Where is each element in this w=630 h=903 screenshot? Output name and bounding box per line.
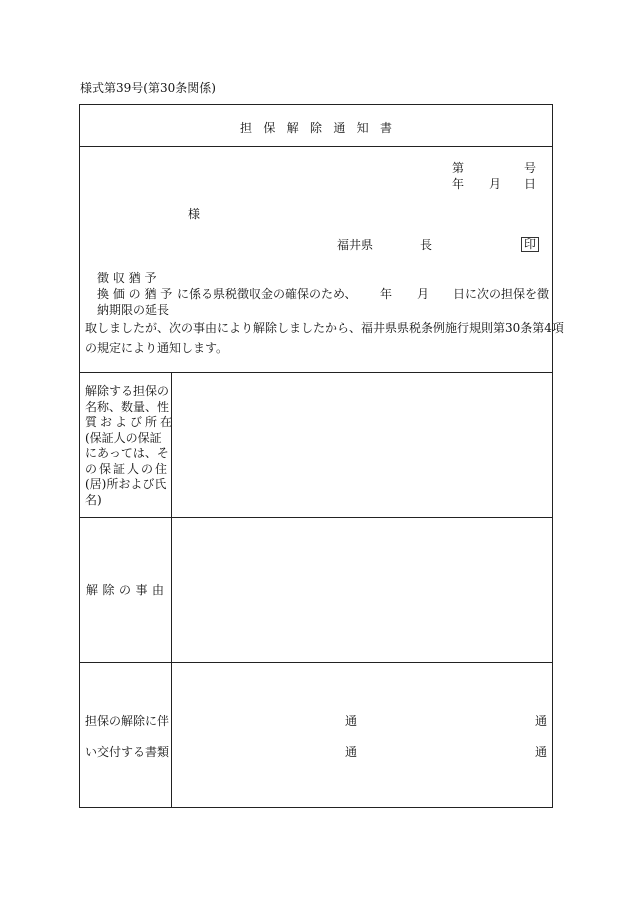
notice-form — [79, 104, 564, 808]
title-char: 保 — [263, 121, 276, 135]
title-char: 書 — [379, 121, 392, 135]
title-char: 通 — [333, 121, 346, 135]
reason-label: 解 除 の 事 由 — [86, 583, 164, 597]
body-line1-month: 月 — [417, 287, 430, 301]
body-line1-year: 年 — [380, 287, 393, 301]
date-day: 日 — [524, 177, 537, 191]
body-line3: の規定により通知します。 — [85, 341, 229, 355]
documents-label-line2: い交付する書類 — [85, 745, 170, 759]
issuer-suffix: 長 — [420, 238, 433, 252]
seal-mark: 印 — [521, 237, 539, 252]
divider — [80, 662, 552, 663]
documents-count-unit: 通 — [535, 714, 548, 728]
documents-count-unit: 通 — [535, 745, 548, 759]
collateral-label: 解除する担保の 名称、数量、性 質および所在 (保証人の保証 にあっては、そ の保証人の住 (居)所および氏 名) — [85, 384, 176, 507]
documents-label-line1: 担保の解除に伴 — [85, 714, 170, 728]
date-month: 月 — [489, 177, 502, 191]
number-suffix: 号 — [524, 161, 537, 175]
title-char: 除 — [309, 121, 322, 135]
documents-count-unit: 通 — [345, 714, 358, 728]
form-reference: 様式第39号(第30条関係) — [80, 81, 216, 95]
option-collection-deferral: 徴 収 猶 予 — [97, 271, 157, 285]
issuer-prefix: 福井県 — [337, 238, 374, 252]
column-divider — [171, 372, 172, 807]
form-title — [240, 121, 392, 135]
option-deadline-extension: 納期限の延長 — [97, 303, 170, 317]
divider — [80, 146, 552, 147]
body-line2: 取しましたが、次の事由により解除しましたから、福井県県税条例施行規則第30条第4項 — [85, 321, 564, 335]
number-prefix: 第 — [452, 161, 465, 175]
option-sale-deferral: 換 価 の 猶 予 — [97, 287, 173, 301]
body-line1-post: 日に次の担保を徴 — [453, 287, 550, 301]
documents-count-unit: 通 — [345, 745, 358, 759]
date-year: 年 — [452, 177, 465, 191]
divider — [80, 372, 552, 373]
title-char: 担 — [240, 121, 253, 135]
body-line1-pre: に係る県税徴収金の確保のため、 — [177, 287, 357, 301]
title-char: 解 — [286, 121, 299, 135]
addressee-suffix: 様 — [188, 207, 201, 221]
title-char: 知 — [356, 121, 369, 135]
divider — [80, 517, 552, 518]
